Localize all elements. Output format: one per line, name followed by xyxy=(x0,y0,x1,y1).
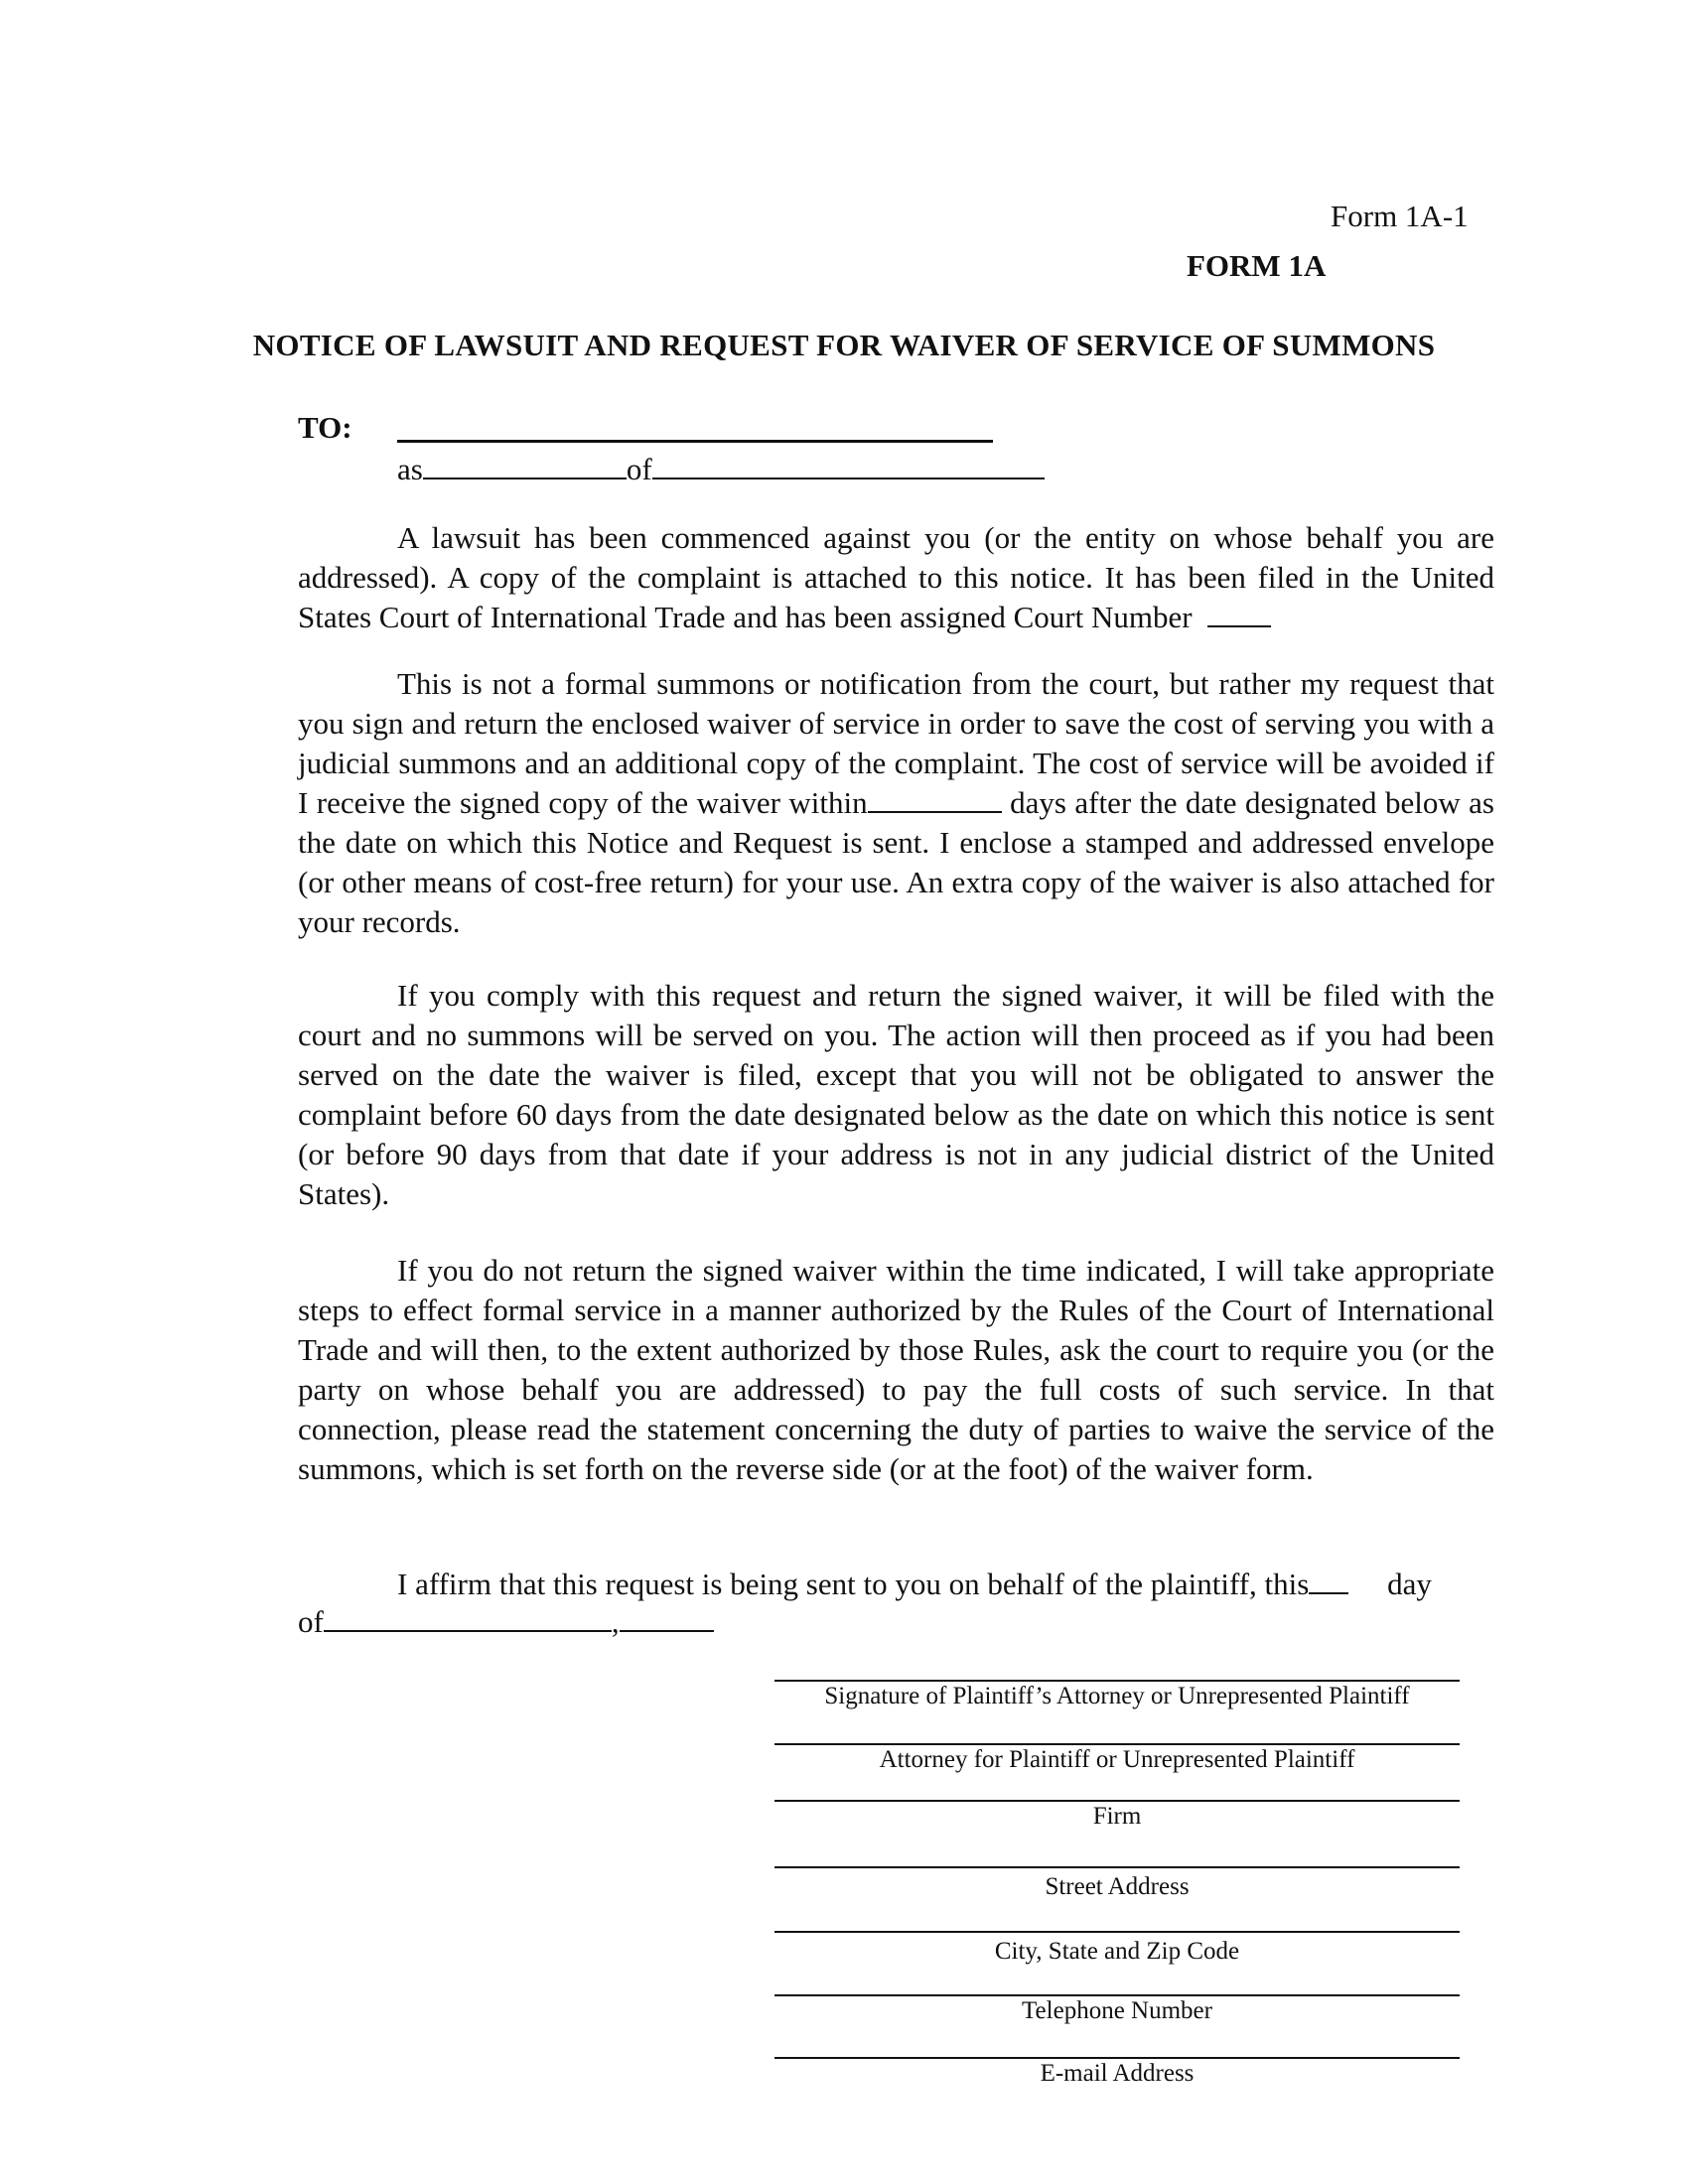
affirm-date-row xyxy=(298,1604,714,1640)
affirm-text: I affirm that this request is being sent to you on behalf of the plaintiff, this xyxy=(397,1567,1310,1601)
paragraph-if-you-comply: If you comply with this request and return the signed waiver, it will be filed with the court and no summons will be served on you. The action will then proceed as if you had been served on the date the waiver is filed, except that you will not be obligated to answer the complaint before 60 days from the date designated below as the date on which this notice is sent (or before 90 days from that date if your address is not in any judicial district of the United States). xyxy=(298,978,1494,1211)
firm-field[interactable] xyxy=(774,1800,1460,1832)
of-label: of xyxy=(626,452,652,486)
affirm-comma: , xyxy=(611,1604,620,1639)
affirm-of-label: of xyxy=(298,1604,324,1639)
attorney-label: Attorney for Plaintiff or Unrepresented Plaintiff xyxy=(879,1746,1355,1773)
day-label: day xyxy=(1387,1567,1432,1601)
days-field[interactable] xyxy=(868,810,1002,813)
city-state-zip-field[interactable] xyxy=(774,1931,1460,1967)
document-title: NOTICE OF LAWSUIT AND REQUEST FOR WAIVER OF SERVICE OF SUMMONS xyxy=(252,328,1436,362)
paragraph-if-you-do-not-return: If you do not return the signed waiver within the time indicated, I will take appropriate steps to effect formal service in a manner authorized by the Rules of the Court of International Trade and will then, to the extent authorized by those Rules, ask the court to require you (or the party on whose behalf you are addressed) to pay the full costs of such service. In that connection, please read the statement concerning the duty of parties to waive the service of the summons, which is set forth on the reverse side (or at the foot) of the waiver form. xyxy=(298,1253,1494,1486)
as-label: as xyxy=(397,452,423,486)
of-field[interactable] xyxy=(652,477,1045,479)
as-of-row xyxy=(397,452,1045,487)
telephone-field[interactable] xyxy=(774,1994,1460,2026)
city-state-zip-label: City, State and Zip Code xyxy=(994,1938,1240,1965)
form-id: Form 1A-1 xyxy=(1331,199,1469,233)
paragraph-1-text: A lawsuit has been commenced against you (or the entity on whose behalf you are addressed). A copy of the complaint is attached to this notice. It has been filed in the United States Court of International Trade and has been assigned Court Number xyxy=(298,520,1494,634)
year-field[interactable] xyxy=(620,1629,714,1632)
to-label: TO: xyxy=(298,410,352,445)
paragraph-lawsuit-commenced xyxy=(298,518,1494,637)
signature-field[interactable] xyxy=(774,1680,1460,1711)
telephone-label: Telephone Number xyxy=(1022,1997,1212,2024)
paragraph-affirmation xyxy=(298,1565,1494,1604)
firm-label: Firm xyxy=(1092,1803,1142,1830)
street-address-label: Street Address xyxy=(1045,1873,1190,1900)
attorney-field[interactable] xyxy=(774,1743,1460,1775)
to-field[interactable] xyxy=(397,440,993,443)
month-field[interactable] xyxy=(324,1629,612,1632)
street-address-field[interactable] xyxy=(774,1866,1460,1902)
email-field[interactable] xyxy=(774,2057,1460,2089)
signature-label: Signature of Plaintiff’s Attorney or Unrepresented Plaintiff xyxy=(824,1683,1410,1709)
form-title: FORM 1A xyxy=(1187,248,1327,283)
paragraph-not-formal-summons xyxy=(298,664,1494,942)
day-field[interactable] xyxy=(1309,1591,1348,1594)
court-number-field[interactable] xyxy=(1207,624,1271,627)
paragraph-2b-text: days after the date designated below as the date on which this Notice and Request is sent. I enclose a stamped and addressed envelope (or other means of cost-free return) for your use. An extra copy of the waiver is also attached for your records. xyxy=(298,785,1495,939)
as-field[interactable] xyxy=(423,477,627,479)
paragraph-2a-text: This is not a formal summons or notification from the court, but rather my request that you sign and return the enclosed waiver of service in order to save the cost of serving you with a judicial summons and an additional copy of the complaint. The cost of service will be avoided if I receive the signed copy of the waiver within xyxy=(298,666,1494,820)
email-label: E-mail Address xyxy=(1040,2060,1195,2087)
